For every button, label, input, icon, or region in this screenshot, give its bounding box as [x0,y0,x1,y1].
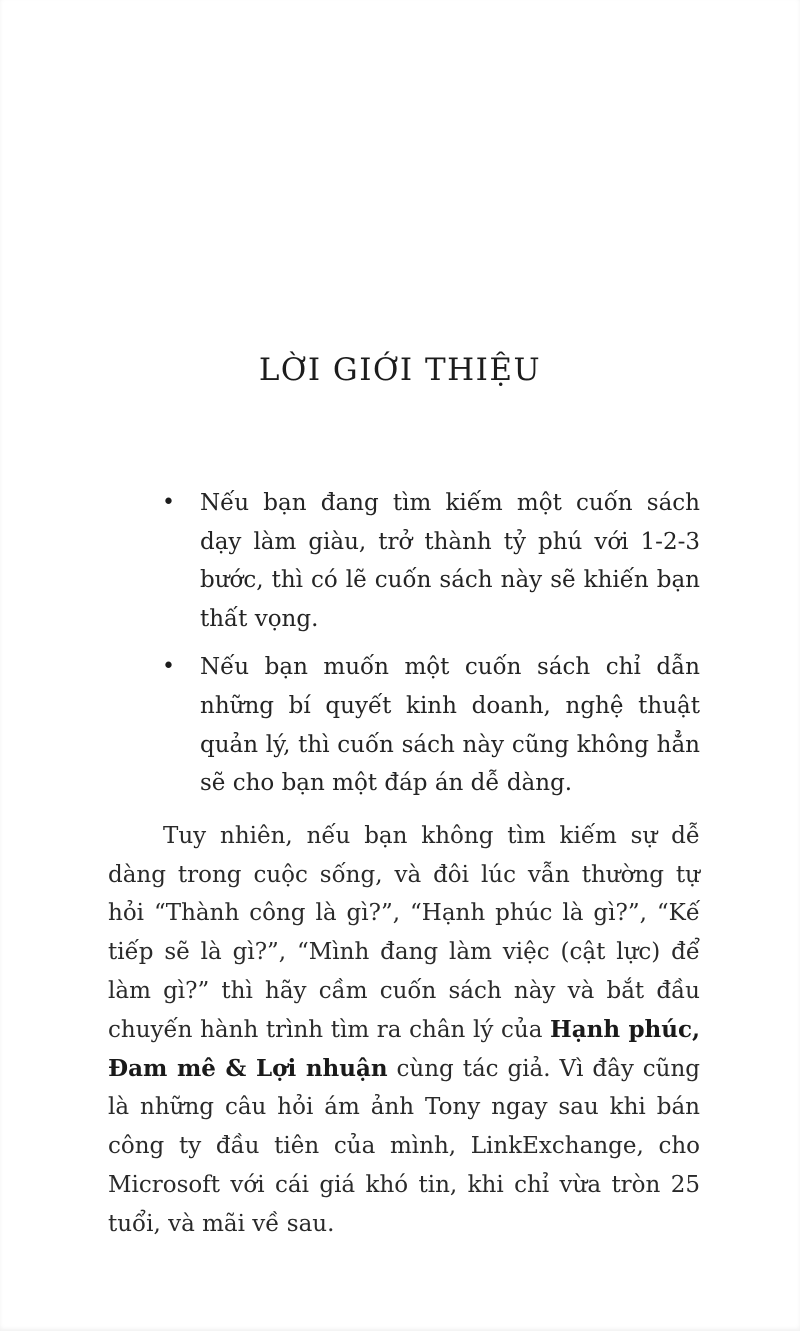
bullet-list [162,484,700,803]
bullet-icon: • [162,654,175,680]
paragraph-bold-phrase: Hạnh phúc, Đam mê & Lợi nhuận [108,1015,700,1082]
chapter-title: LỜI GIỚI THIỆU [258,352,542,388]
list-item [162,484,700,638]
list-item [162,648,700,802]
bullet-icon: • [162,490,175,515]
paragraph-text-start: Tuy nhiên, nếu bạn không tìm kiếm sự dễ dàng trong cuộc sống, và đôi lúc vẫn thường tự hỏi “Thành công là gì?”, “Hạnh phúc là gì?”, “Kế tiếp sẽ là gì?”, “Mình đang làm việc (cật lực) để làm gì?” thì hãy cầm cuốn sách này và bắt đầu chuyến hành trình tìm ra chân lý của [108,822,700,1043]
bullet-text: Nếu bạn đang tìm kiếm một cuốn sách dạy làm giàu, trở thành tỷ phú với 1-2-3 bước, thì có lẽ cuốn sách này sẽ khiến bạn thất vọng. [200,490,700,632]
intro-paragraph [108,817,700,1244]
paragraph-text-end: cùng tác giả. Vì đây cũng là những câu hỏi ám ảnh Tony ngay sau khi bán công ty đầu tiên của mình, LinkExchange, cho Microsoft với cái giá khó tin, khi chỉ vừa tròn 25 tuổi, và mãi về sau. [108,1055,700,1237]
bullet-text: Nếu bạn muốn một cuốn sách chỉ dẫn những bí quyết kinh doanh, nghệ thuật quản lý, thì cuốn sách này cũng không hẳn sẽ cho bạn một đáp án dễ dàng. [200,654,700,797]
